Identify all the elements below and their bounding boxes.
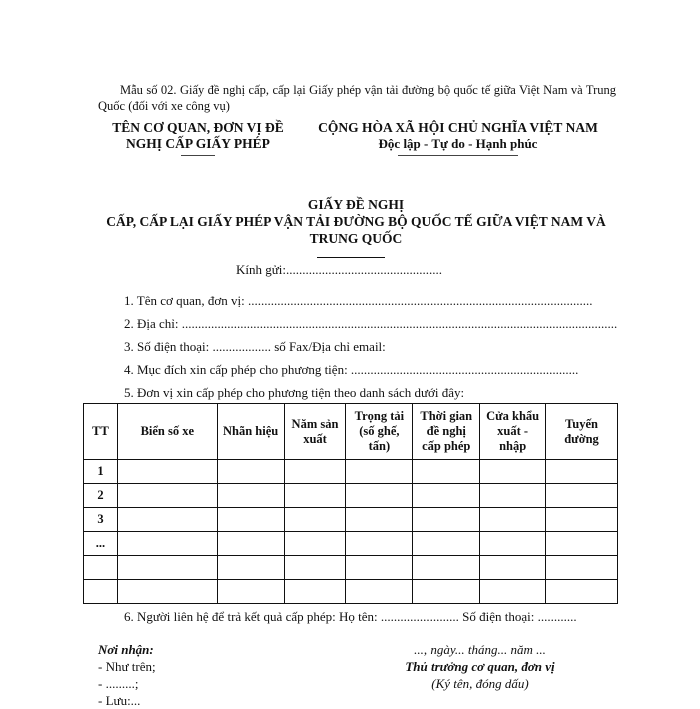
state-header xyxy=(300,120,616,156)
motto-underline xyxy=(398,155,518,156)
greeting-line: Kính gửi:................................................ xyxy=(236,262,443,277)
item-vehicle-list: 5. Đơn vị xin cấp phép cho phương tiện theo danh sách dưới đây: xyxy=(124,385,465,400)
header-brand: Nhãn hiệu xyxy=(217,404,284,460)
header-route: Tuyến đường xyxy=(546,404,618,460)
agency-name-line1: TÊN CƠ QUAN, ĐƠN VỊ ĐỀ xyxy=(112,120,284,135)
item-address: 2. Địa chỉ: ...................................................................................................................................... xyxy=(124,316,618,331)
header-tt: TT xyxy=(84,404,118,460)
table-row xyxy=(84,460,618,484)
recipient-item: - Như trên; xyxy=(98,659,156,674)
header-plate: Biển số xe xyxy=(117,404,217,460)
row-number: 2 xyxy=(84,484,118,508)
header-load: Trọng tải (số ghế, tấn) xyxy=(346,404,413,460)
date-line: ..., ngày... tháng... năm ... xyxy=(414,642,546,657)
title-line3: TRUNG QUỐC xyxy=(309,231,403,246)
recipient-item: - .........; xyxy=(98,676,139,691)
item-contact-person: 6. Người liên hệ để trả kết quả cấp phép: Họ tên: ........................ Số điện thoại: ............ xyxy=(124,609,577,624)
row-number xyxy=(84,556,118,580)
recipients-label: Nơi nhận: xyxy=(98,642,154,657)
signer-note: (Ký tên, đóng dấu) xyxy=(431,676,529,691)
header-year: Năm sản xuất xyxy=(284,404,346,460)
recipient-item: - Lưu:... xyxy=(98,693,141,708)
title-underline xyxy=(317,257,385,258)
row-number: 3 xyxy=(84,508,118,532)
document-title xyxy=(96,196,616,247)
item-purpose: 4. Mục đích xin cấp phép cho phương tiện: ...................................................................... xyxy=(124,362,579,377)
row-number: ... xyxy=(84,532,118,556)
agency-header xyxy=(96,120,300,156)
table-row xyxy=(84,484,618,508)
form-number-note: Mẫu số 02. Giấy đề nghị cấp, cấp lại Giấy phép vận tải đường bộ quốc tế giữa Việt Nam và Trung Quốc (đối với xe công vụ) xyxy=(98,83,616,113)
vehicle-table xyxy=(83,403,618,604)
table-row xyxy=(84,532,618,556)
header-gate: Cửa khẩu xuất - nhập xyxy=(480,404,546,460)
recipients-block xyxy=(98,641,156,709)
table-row xyxy=(84,508,618,532)
agency-underline xyxy=(181,155,215,156)
table-row xyxy=(84,556,618,580)
signature-block xyxy=(330,641,630,692)
title-line2: CẤP, CẤP LẠI GIẤY PHÉP VẬN TẢI ĐƯỜNG BỘ QUỐC TẾ GIỮA VIỆT NAM VÀ xyxy=(106,214,606,229)
state-motto: Độc lập - Tự do - Hạnh phúc xyxy=(378,136,538,151)
row-number xyxy=(84,580,118,604)
row-number: 1 xyxy=(84,460,118,484)
agency-name-line2: NGHỊ CẤP GIẤY PHÉP xyxy=(126,136,270,151)
table-row xyxy=(84,580,618,604)
item-phone-fax: 3. Số điện thoại: .................. số Fax/Địa chỉ email: xyxy=(124,339,386,354)
signer-title: Thủ trưởng cơ quan, đơn vị xyxy=(405,659,555,674)
header-period: Thời gian đề nghị cấp phép xyxy=(413,404,480,460)
item-agency-name: 1. Tên cơ quan, đơn vị: .......................................................................................................... xyxy=(124,293,593,308)
title-line1: GIẤY ĐỀ NGHỊ xyxy=(307,197,405,212)
state-name: CỘNG HÒA XÃ HỘI CHỦ NGHĨA VIỆT NAM xyxy=(318,120,598,135)
table-header-row xyxy=(84,404,618,460)
